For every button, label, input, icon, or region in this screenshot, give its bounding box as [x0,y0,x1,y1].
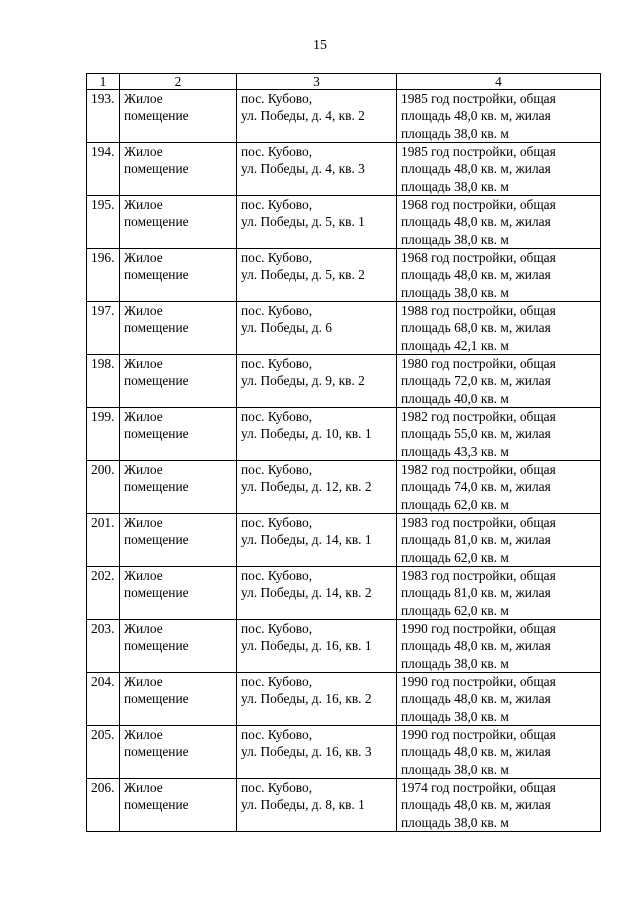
row-number: 202. [87,567,120,620]
description-line: площадь 48,0 кв. м, жилая [401,638,551,654]
description-line: 1985 год постройки, общая [401,91,556,106]
address-cell [237,355,397,408]
description-line: площадь 81,0 кв. м, жилая [401,585,551,601]
object-name-line: помещение [124,479,189,495]
description-line: 1974 год постройки, общая [401,780,556,795]
description-cell [397,90,601,143]
description-cell [397,249,601,302]
description-line: площадь 48,0 кв. м, жилая [401,214,551,230]
description-cell [397,673,601,726]
address-line: ул. Победы, д. 10, кв. 1 [241,426,372,442]
row-number: 199. [87,408,120,461]
object-name-line: помещение [124,744,189,760]
object-name-cell [120,302,237,355]
address-line: ул. Победы, д. 5, кв. 1 [241,214,365,230]
description-line: площадь 42,1 кв. м [401,337,509,353]
table-row [87,90,601,143]
object-name-cell [120,779,237,832]
address-line: пос. Кубово, [241,621,313,636]
description-line: 1988 год постройки, общая [401,303,556,318]
description-line: площадь 48,0 кв. м, жилая [401,267,551,283]
object-name-line: помещение [124,373,189,389]
address-cell [237,779,397,832]
column-header: 2 [120,74,237,90]
address-line: пос. Кубово, [241,409,313,424]
description-line: площадь 43,3 кв. м [401,443,509,459]
address-line: ул. Победы, д. 8, кв. 1 [241,797,365,813]
object-name-line: помещение [124,426,189,442]
object-name-line: Жилое [124,144,163,159]
address-line: ул. Победы, д. 9, кв. 2 [241,373,365,389]
row-number: 200. [87,461,120,514]
description-line: площадь 81,0 кв. м, жилая [401,532,551,548]
object-name-line: помещение [124,638,189,654]
table-row [87,726,601,779]
object-name-line: помещение [124,108,189,124]
object-name-cell [120,196,237,249]
row-number: 201. [87,514,120,567]
row-number: 205. [87,726,120,779]
object-name-line: Жилое [124,621,163,636]
address-line: пос. Кубово, [241,568,313,583]
table-row [87,249,601,302]
description-line: 1990 год постройки, общая [401,727,556,742]
address-line: ул. Победы, д. 16, кв. 2 [241,691,372,707]
object-name-line: Жилое [124,780,163,795]
description-line: площадь 38,0 кв. м [401,814,509,830]
object-name-line: Жилое [124,462,163,477]
description-cell [397,620,601,673]
row-number: 194. [87,143,120,196]
address-cell [237,726,397,779]
description-line: площадь 62,0 кв. м [401,549,509,565]
object-name-line: помещение [124,585,189,601]
address-line: пос. Кубово, [241,197,313,212]
address-line: пос. Кубово, [241,462,313,477]
description-line: 1985 год постройки, общая [401,144,556,159]
row-number: 198. [87,355,120,408]
object-name-line: помещение [124,161,189,177]
description-line: 1968 год постройки, общая [401,197,556,212]
object-name-cell [120,514,237,567]
address-cell [237,514,397,567]
description-cell [397,196,601,249]
address-line: пос. Кубово, [241,91,313,106]
row-number: 196. [87,249,120,302]
object-name-cell [120,461,237,514]
address-line: пос. Кубово, [241,674,313,689]
object-name-cell [120,355,237,408]
description-line: 1968 год постройки, общая [401,250,556,265]
table-row [87,143,601,196]
row-number: 193. [87,90,120,143]
address-line: ул. Победы, д. 14, кв. 2 [241,585,372,601]
object-name-cell [120,726,237,779]
address-cell [237,620,397,673]
address-cell [237,567,397,620]
row-number: 206. [87,779,120,832]
address-line: пос. Кубово, [241,144,313,159]
object-name-line: помещение [124,267,189,283]
table-row [87,514,601,567]
row-number: 195. [87,196,120,249]
table-row [87,302,601,355]
description-line: 1990 год постройки, общая [401,674,556,689]
column-header: 1 [87,74,120,90]
address-cell [237,249,397,302]
description-line: площадь 40,0 кв. м [401,390,509,406]
object-name-line: Жилое [124,250,163,265]
address-cell [237,302,397,355]
description-cell [397,567,601,620]
description-line: 1980 год постройки, общая [401,356,556,371]
description-cell [397,302,601,355]
object-name-line: Жилое [124,356,163,371]
description-line: площадь 48,0 кв. м, жилая [401,161,551,177]
description-line: 1982 год постройки, общая [401,462,556,477]
object-name-cell [120,249,237,302]
address-line: ул. Победы, д. 4, кв. 3 [241,161,365,177]
description-line: площадь 68,0 кв. м, жилая [401,320,551,336]
object-name-cell [120,673,237,726]
row-number: 203. [87,620,120,673]
description-line: площадь 55,0 кв. м, жилая [401,426,551,442]
address-line: пос. Кубово, [241,727,313,742]
object-name-line: Жилое [124,568,163,583]
address-cell [237,90,397,143]
description-line: площадь 48,0 кв. м, жилая [401,797,551,813]
column-header: 4 [397,74,601,90]
object-name-line: Жилое [124,197,163,212]
address-line: ул. Победы, д. 16, кв. 3 [241,744,372,760]
address-cell [237,196,397,249]
description-line: площадь 48,0 кв. м, жилая [401,744,551,760]
object-name-cell [120,620,237,673]
description-cell [397,514,601,567]
description-line: площадь 38,0 кв. м [401,761,509,777]
address-line: ул. Победы, д. 12, кв. 2 [241,479,372,495]
object-name-cell [120,408,237,461]
row-number: 197. [87,302,120,355]
table-row [87,673,601,726]
table-header-row [87,74,601,90]
object-name-line: Жилое [124,91,163,106]
address-line: пос. Кубово, [241,780,313,795]
object-name-line: помещение [124,214,189,230]
column-header: 3 [237,74,397,90]
description-line: площадь 48,0 кв. м, жилая [401,108,551,124]
table-row [87,461,601,514]
description-line: 1983 год постройки, общая [401,515,556,530]
table-row [87,196,601,249]
object-name-line: помещение [124,797,189,813]
description-line: площадь 62,0 кв. м [401,602,509,618]
address-line: ул. Победы, д. 4, кв. 2 [241,108,365,124]
table-row [87,779,601,832]
address-line: пос. Кубово, [241,250,313,265]
description-cell [397,355,601,408]
object-name-line: Жилое [124,727,163,742]
object-name-line: Жилое [124,303,163,318]
address-line: ул. Победы, д. 6 [241,320,332,336]
page-number: 15 [313,38,327,53]
description-cell [397,143,601,196]
description-line: 1982 год постройки, общая [401,409,556,424]
address-line: ул. Победы, д. 5, кв. 2 [241,267,365,283]
table-row [87,567,601,620]
address-line: ул. Победы, д. 14, кв. 1 [241,532,372,548]
row-number: 204. [87,673,120,726]
description-line: площадь 38,0 кв. м [401,231,509,247]
object-name-cell [120,143,237,196]
address-cell [237,461,397,514]
address-cell [237,673,397,726]
description-cell [397,779,601,832]
object-name-line: помещение [124,320,189,336]
description-line: площадь 38,0 кв. м [401,284,509,300]
table-row [87,620,601,673]
property-registry-table [86,73,601,832]
table-row [87,355,601,408]
description-line: площадь 74,0 кв. м, жилая [401,479,551,495]
description-line: площадь 62,0 кв. м [401,496,509,512]
address-cell [237,408,397,461]
description-line: площадь 38,0 кв. м [401,708,509,724]
object-name-cell [120,567,237,620]
address-cell [237,143,397,196]
description-line: площадь 38,0 кв. м [401,655,509,671]
description-line: площадь 38,0 кв. м [401,125,509,141]
description-line: 1990 год постройки, общая [401,621,556,636]
object-name-line: Жилое [124,515,163,530]
table-row [87,408,601,461]
description-line: площадь 48,0 кв. м, жилая [401,691,551,707]
description-line: площадь 72,0 кв. м, жилая [401,373,551,389]
description-cell [397,408,601,461]
object-name-cell [120,90,237,143]
object-name-line: Жилое [124,674,163,689]
description-cell [397,461,601,514]
description-cell [397,726,601,779]
object-name-line: помещение [124,691,189,707]
address-line: пос. Кубово, [241,515,313,530]
description-line: 1983 год постройки, общая [401,568,556,583]
description-line: площадь 38,0 кв. м [401,178,509,194]
object-name-line: помещение [124,532,189,548]
address-line: пос. Кубово, [241,303,313,318]
object-name-line: Жилое [124,409,163,424]
address-line: ул. Победы, д. 16, кв. 1 [241,638,372,654]
address-line: пос. Кубово, [241,356,313,371]
